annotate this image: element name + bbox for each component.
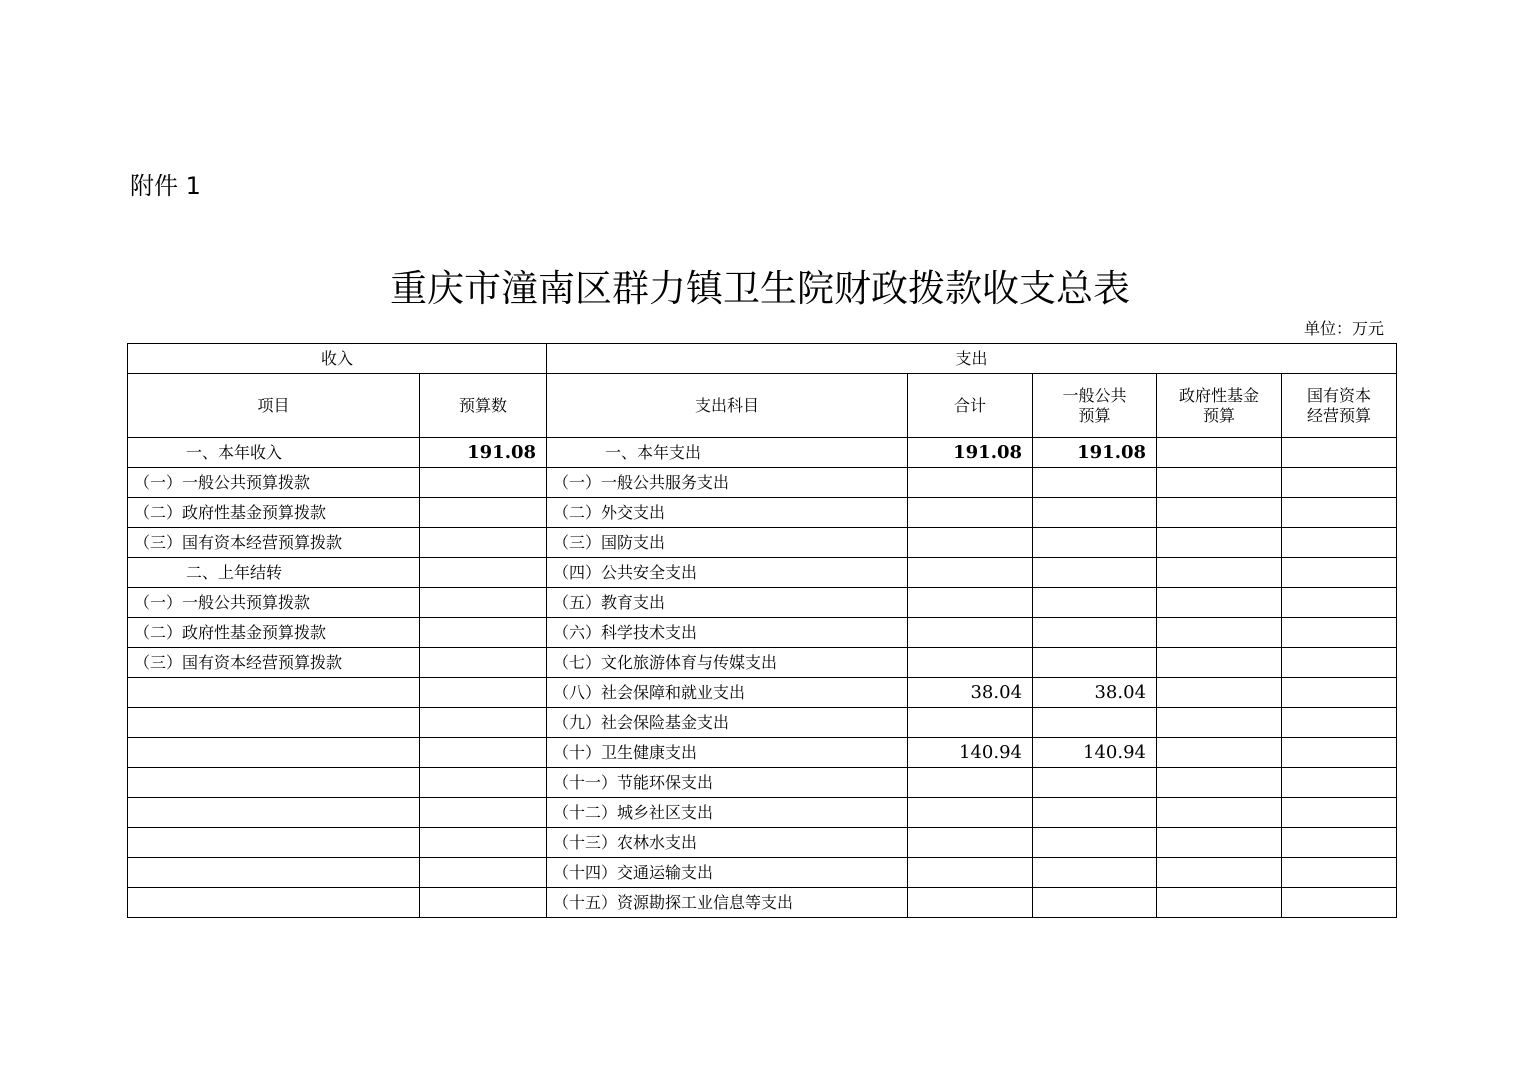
table-row <box>128 618 1397 648</box>
income-amount-cell <box>420 708 547 738</box>
table-row <box>128 858 1397 888</box>
general-budget-cell: 140.94 <box>1033 738 1157 768</box>
income-amount-cell <box>420 858 547 888</box>
total-cell <box>908 588 1033 618</box>
state-capital-cell <box>1282 498 1397 528</box>
table-row <box>128 498 1397 528</box>
general-budget-cell <box>1033 828 1157 858</box>
income-item-cell: 二、上年结转 <box>128 558 420 588</box>
expense-item-cell: 一、本年支出 <box>547 438 908 468</box>
general-budget-cell: 191.08 <box>1033 438 1157 468</box>
general-budget-cell <box>1033 528 1157 558</box>
income-header: 收入 <box>128 344 547 374</box>
income-amount-cell <box>420 588 547 618</box>
state-capital-cell <box>1282 888 1397 918</box>
income-item-cell <box>128 738 420 768</box>
state-capital-cell <box>1282 678 1397 708</box>
general-budget-cell <box>1033 708 1157 738</box>
state-capital-cell <box>1282 738 1397 768</box>
expense-item-cell: （十）卫生健康支出 <box>547 738 908 768</box>
budget-amount-column-header: 预算数 <box>420 374 547 438</box>
income-amount-cell <box>420 618 547 648</box>
total-cell <box>908 858 1033 888</box>
state-capital-header-line2: 经营预算 <box>1307 405 1372 425</box>
income-amount-cell <box>420 768 547 798</box>
gov-fund-cell <box>1157 888 1282 918</box>
income-item-cell <box>128 708 420 738</box>
table-row <box>128 528 1397 558</box>
state-capital-cell <box>1282 558 1397 588</box>
gov-fund-column-header <box>1157 374 1282 438</box>
income-item-cell <box>128 828 420 858</box>
income-item-cell <box>128 768 420 798</box>
expense-item-cell: （三）国防支出 <box>547 528 908 558</box>
state-capital-cell <box>1282 708 1397 738</box>
total-cell: 191.08 <box>908 438 1033 468</box>
attachment-label: 附件 1 <box>130 172 201 200</box>
income-item-cell <box>128 858 420 888</box>
gov-fund-cell <box>1157 798 1282 828</box>
income-item-cell <box>128 678 420 708</box>
income-amount-cell <box>420 678 547 708</box>
gov-fund-cell <box>1157 528 1282 558</box>
item-column-header: 项目 <box>128 374 420 438</box>
state-capital-cell <box>1282 798 1397 828</box>
expense-item-cell: （十五）资源勘探工业信息等支出 <box>547 888 908 918</box>
expense-item-cell: （一）一般公共服务支出 <box>547 468 908 498</box>
general-budget-header-line1: 一般公共 <box>1062 385 1127 405</box>
expense-item-cell: （十二）城乡社区支出 <box>547 798 908 828</box>
state-capital-cell <box>1282 438 1397 468</box>
page-title: 重庆市潼南区群力镇卫生院财政拨款收支总表 <box>390 267 1130 310</box>
state-capital-cell <box>1282 858 1397 888</box>
total-cell <box>908 528 1033 558</box>
expense-item-cell: （十一）节能环保支出 <box>547 768 908 798</box>
state-capital-cell <box>1282 528 1397 558</box>
gov-fund-cell <box>1157 708 1282 738</box>
gov-fund-cell <box>1157 738 1282 768</box>
table-row <box>128 768 1397 798</box>
total-cell <box>908 468 1033 498</box>
general-budget-cell <box>1033 768 1157 798</box>
total-cell <box>908 618 1033 648</box>
gov-fund-cell <box>1157 858 1282 888</box>
income-item-cell: 一、本年收入 <box>128 438 420 468</box>
expense-item-cell: （二）外交支出 <box>547 498 908 528</box>
income-amount-cell <box>420 528 547 558</box>
header-row-groups <box>128 344 1397 374</box>
header-row-columns <box>128 374 1397 438</box>
gov-fund-cell <box>1157 498 1282 528</box>
general-budget-cell <box>1033 888 1157 918</box>
expense-item-cell: （六）科学技术支出 <box>547 618 908 648</box>
table-row <box>128 648 1397 678</box>
table-row <box>128 588 1397 618</box>
state-capital-cell <box>1282 588 1397 618</box>
income-item-cell: （三）国有资本经营预算拨款 <box>128 528 420 558</box>
income-amount-cell <box>420 648 547 678</box>
expense-category-column-header: 支出科目 <box>547 374 908 438</box>
total-cell <box>908 768 1033 798</box>
income-item-cell: （一）一般公共预算拨款 <box>128 468 420 498</box>
expense-header: 支出 <box>547 344 1397 374</box>
table-row <box>128 798 1397 828</box>
income-item-cell: （二）政府性基金预算拨款 <box>128 498 420 528</box>
gov-fund-cell <box>1157 588 1282 618</box>
gov-fund-cell <box>1157 558 1282 588</box>
table-row <box>128 888 1397 918</box>
gov-fund-cell <box>1157 438 1282 468</box>
general-budget-cell <box>1033 558 1157 588</box>
total-cell <box>908 828 1033 858</box>
gov-fund-cell <box>1157 678 1282 708</box>
income-amount-cell <box>420 468 547 498</box>
table-row <box>128 828 1397 858</box>
state-capital-cell <box>1282 768 1397 798</box>
state-capital-header-line1: 国有资本 <box>1307 385 1372 405</box>
expense-item-cell: （五）教育支出 <box>547 588 908 618</box>
income-item-cell <box>128 798 420 828</box>
income-amount-cell <box>420 498 547 528</box>
income-item-cell: （二）政府性基金预算拨款 <box>128 618 420 648</box>
general-budget-cell <box>1033 798 1157 828</box>
table-row <box>128 678 1397 708</box>
unit-label: 单位：万元 <box>1303 319 1384 338</box>
income-item-cell: （三）国有资本经营预算拨款 <box>128 648 420 678</box>
income-amount-cell <box>420 828 547 858</box>
income-amount-cell: 191.08 <box>420 438 547 468</box>
general-budget-header-line2: 预算 <box>1078 405 1111 425</box>
state-capital-cell <box>1282 828 1397 858</box>
total-cell <box>908 708 1033 738</box>
general-budget-column-header <box>1033 374 1157 438</box>
general-budget-cell <box>1033 618 1157 648</box>
table-row <box>128 438 1397 468</box>
income-item-cell <box>128 888 420 918</box>
table-row <box>128 558 1397 588</box>
total-column-header: 合计 <box>908 374 1033 438</box>
total-cell <box>908 798 1033 828</box>
gov-fund-cell <box>1157 468 1282 498</box>
expense-item-cell: （十四）交通运输支出 <box>547 858 908 888</box>
total-cell <box>908 648 1033 678</box>
gov-fund-cell <box>1157 828 1282 858</box>
state-capital-cell <box>1282 648 1397 678</box>
income-item-cell: （一）一般公共预算拨款 <box>128 588 420 618</box>
gov-fund-header-line2: 预算 <box>1203 405 1236 425</box>
income-amount-cell <box>420 738 547 768</box>
state-capital-cell <box>1282 618 1397 648</box>
gov-fund-cell <box>1157 648 1282 678</box>
general-budget-cell: 38.04 <box>1033 678 1157 708</box>
table-row <box>128 708 1397 738</box>
expense-item-cell: （十三）农林水支出 <box>547 828 908 858</box>
total-cell <box>908 558 1033 588</box>
total-cell <box>908 498 1033 528</box>
income-amount-cell <box>420 888 547 918</box>
total-cell: 38.04 <box>908 678 1033 708</box>
general-budget-cell <box>1033 648 1157 678</box>
total-cell <box>908 888 1033 918</box>
state-capital-cell <box>1282 468 1397 498</box>
income-amount-cell <box>420 558 547 588</box>
expense-item-cell: （七）文化旅游体育与传媒支出 <box>547 648 908 678</box>
total-cell: 140.94 <box>908 738 1033 768</box>
expense-item-cell: （八）社会保障和就业支出 <box>547 678 908 708</box>
general-budget-cell <box>1033 858 1157 888</box>
budget-table <box>127 343 1397 918</box>
general-budget-cell <box>1033 468 1157 498</box>
table-row <box>128 738 1397 768</box>
table-row <box>128 468 1397 498</box>
general-budget-cell <box>1033 588 1157 618</box>
income-amount-cell <box>420 798 547 828</box>
expense-item-cell: （九）社会保险基金支出 <box>547 708 908 738</box>
gov-fund-cell <box>1157 618 1282 648</box>
general-budget-cell <box>1033 498 1157 528</box>
gov-fund-header-line1: 政府性基金 <box>1179 385 1260 405</box>
gov-fund-cell <box>1157 768 1282 798</box>
expense-item-cell: （四）公共安全支出 <box>547 558 908 588</box>
state-capital-column-header <box>1282 374 1397 438</box>
